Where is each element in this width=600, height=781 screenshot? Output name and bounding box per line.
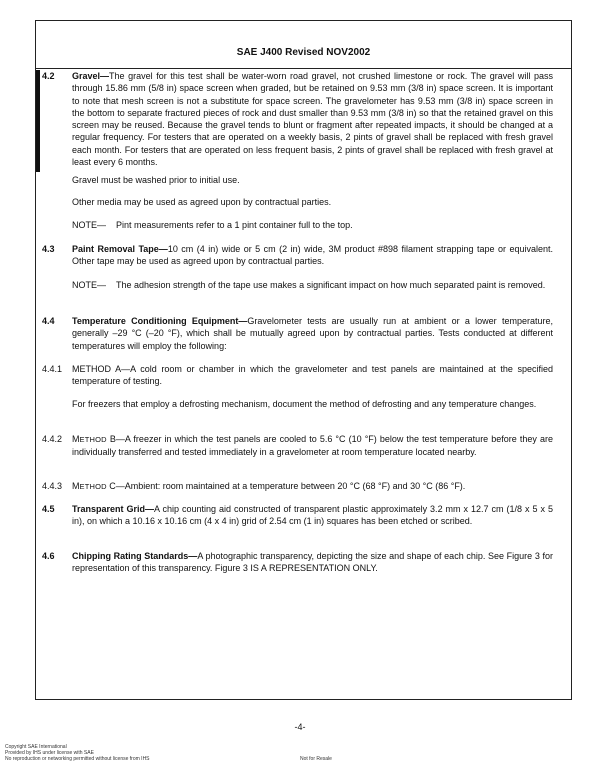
note-text: The adhesion strength of the tape use makes a significant impact on how much separated paint is removed. <box>116 280 546 290</box>
section-text: A freezer in which the test panels are cooled to 5.6 °C (10 °F) below the test temperature before they are individually transferred and tested immediately in a gravelometer at room temperature located nearby. <box>72 434 553 458</box>
method-letter: B— <box>106 434 125 444</box>
section-heading: Chipping Rating Standards— <box>72 551 198 561</box>
copyright-notice <box>5 744 150 762</box>
section-number: 4.4 <box>42 316 55 326</box>
section-number: 4.2 <box>42 71 55 81</box>
section-text: 10 cm (4 in) wide or 5 cm (2 in) wide, 3M product #898 filament strapping tape or equivalent. Other tape may be used as agreed upon by contractual parties. <box>72 244 554 267</box>
section-heading: METHOD A— <box>72 364 131 374</box>
method-heading <box>72 434 125 444</box>
section-paragraph <box>72 503 553 528</box>
section-text: Gravelometer tests are usually run at ambient or a lower temperature, generally –29 °C (–20 °F), which shall be mutually agreed upon by contractual parties. Tests conducted at different temperatures will employ the following: <box>72 316 553 351</box>
note-label: NOTE— <box>72 280 107 290</box>
method-smallcaps: ETHOD <box>79 435 107 444</box>
method-heading <box>72 481 125 491</box>
section-text: A photographic transparency, depicting the size and shape of each chip. See Figure 3 for representation of this transparency. Figure 3 IS A REPRESENTATION ONLY. <box>72 551 554 574</box>
section-paragraph <box>72 550 553 575</box>
method-initial: M <box>72 434 80 444</box>
section-heading: Temperature Conditioning Equipment— <box>72 316 248 326</box>
section-heading: Gravel— <box>72 71 110 81</box>
section-paragraph: Other media may be used as agreed upon by contractual parties. <box>72 197 332 207</box>
section-paragraph <box>72 315 553 352</box>
document-header-title: SAE J400 Revised NOV2002 <box>236 47 371 58</box>
section-text: Ambient: room maintained at a temperature between 20 °C (68 °F) and 30 °C (86 °F). <box>124 481 466 491</box>
method-initial: M <box>72 481 80 491</box>
revision-change-bar <box>36 70 40 172</box>
section-text: The gravel for this test shall be water-worn road gravel, not crushed limestone or rock. The gravel will pass through 15.86 mm (5/8 in) space screen when graded, but be retained on 9.53 mm (3/8 in) space screen. It is important to note that mesh screen is not a substitute for space screen. The gravelometer has 9.53 mm (3/8 in) space screen in the bottom to separate fractured pieces of rock and dust smaller than 9.53 mm (3/8 in) so that the retained gravel on this screen may be reused. Because the gravel tends to blunt or fragment after repeated impacts, it should be changed at a regular frequency. For testers that are operated on a weekly basis, 2 pints of gravel shall be replaced with fresh gravel each month. For testers that are operated on less frequent basis, 2 pints of gravel shall be replaced with fresh gravel at least every 6 months. <box>72 71 553 168</box>
copyright-line: Provided by IHS under license with SAE <box>5 750 94 756</box>
resale-notice: Not for Resale <box>300 756 332 762</box>
header-divider <box>36 68 571 69</box>
section-paragraph <box>72 480 553 493</box>
section-number: 4.3 <box>42 244 55 254</box>
section-number: 4.6 <box>42 551 55 561</box>
section-paragraph <box>72 70 553 168</box>
copyright-line: No reproduction or networking permitted without license from IHS <box>5 756 150 762</box>
section-number: 4.5 <box>42 504 55 514</box>
section-heading: Paint Removal Tape— <box>72 244 168 254</box>
section-text: A chip counting aid constructed of transparent plastic approximately 3.2 mm x 12.7 cm (1/8 x 5 x 5 in), on which a 10.16 x 10.16 cm (4 x 4 in) grid of 2.54 cm (1 in) squares has been etched or scribed. <box>72 504 553 527</box>
section-number: 4.4.3 <box>42 481 63 491</box>
method-smallcaps: ETHOD <box>79 482 107 491</box>
method-letter: C— <box>106 481 125 491</box>
section-number: 4.4.1 <box>42 364 63 374</box>
section-paragraph: Gravel must be washed prior to initial use. <box>72 175 240 185</box>
page-number: -4- <box>294 722 306 732</box>
section-paragraph <box>72 363 553 388</box>
section-paragraph <box>72 433 553 459</box>
copyright-line: Copyright SAE International <box>5 744 67 750</box>
section-paragraph <box>72 243 553 268</box>
section-heading: Transparent Grid— <box>72 504 155 514</box>
note-text: Pint measurements refer to a 1 pint container full to the top. <box>116 220 353 230</box>
section-number: 4.4.2 <box>42 434 63 444</box>
note-label: NOTE— <box>72 220 107 230</box>
section-text: A cold room or chamber in which the gravelometer and test panels are maintained at the specified temperature of testing. <box>72 364 553 387</box>
section-paragraph: For freezers that employ a defrosting mechanism, document the method of defrosting and any temperature changes. <box>72 399 537 409</box>
